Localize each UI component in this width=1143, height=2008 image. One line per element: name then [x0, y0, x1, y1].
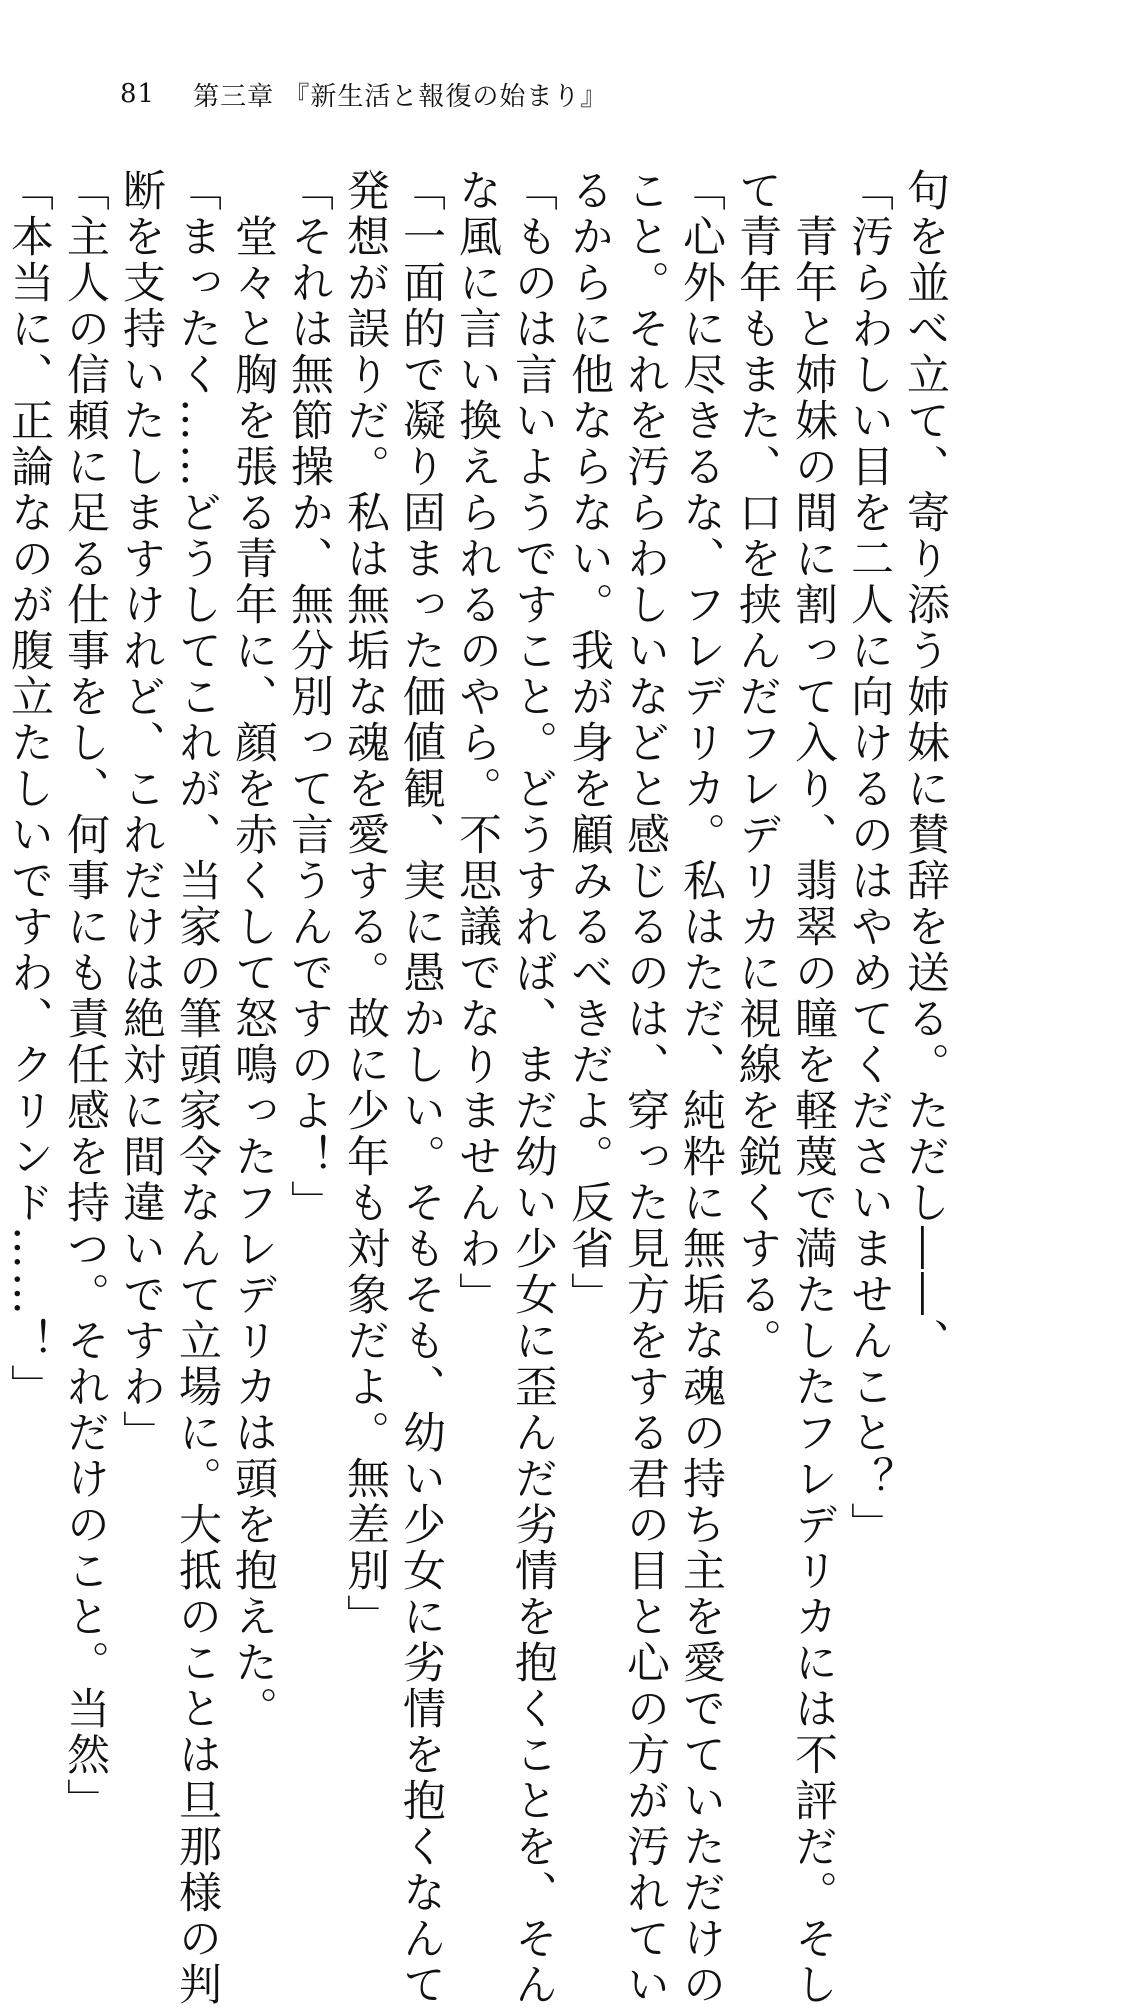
text-line: 「まったく……どうしてこれが、当家の筆頭家令なんて立場に。大抵のことは旦那様の判 — [172, 168, 222, 2008]
text-line: るからに他ならない。我が身を顧みるべきだよ。反省」 — [564, 168, 614, 1318]
text-line: 青年と姉妹の間に割って入り、翡翠の瞳を軽蔑で満たしたフレデリカには不評だ。そし — [788, 168, 838, 2008]
chapter-title: 第三章 『新生活と報復の始まり』 — [193, 81, 608, 112]
text-line: 堂々と胸を張る青年に、顔を赤くして怒鳴ったフレデリカは頭を抱えた。 — [228, 168, 278, 1732]
text-line: こと。それを汚らわしいなどと感じるのは、穿った見方をする君の目と心の方が汚れてい — [620, 168, 670, 2008]
text-line: 句を並べ立て、寄り添う姉妹に賛辞を送る。ただし――、 — [900, 168, 950, 1364]
text-line: な風に言い換えられるのやら。不思議でなりませんわ」 — [452, 168, 502, 1318]
text-line: て青年もまた、口を挟んだフレデリカに視線を鋭くする。 — [732, 168, 782, 1364]
text-line: 「心外に尽きるな、フレデリカ。私はただ、純粋に無垢な魂の持ち主を愛でていただけの — [676, 168, 726, 2008]
text-line — [0, 168, 1, 1658]
text-line: 「ものは言いようですこと。どうすれば、まだ幼い少女に歪んだ劣情を抱くことを、そん — [508, 168, 558, 2008]
text-line: 「一面的で凝り固まった価値観、実に愚かしい。そもそも、幼い少女に劣情を抱くなんて — [396, 168, 446, 2008]
page-header — [120, 74, 607, 114]
text-line: 「主人の信頼に足る仕事をし、何事にも責任感を持つ。それだけのこと。当然」 — [60, 168, 110, 1824]
text-line: 「それは無節操か、無分別って言うんですのよ！」 — [284, 168, 334, 1226]
text-line: 「本当に、正論なのが腹立たしいですわ、クリンド……！」 — [4, 168, 54, 1410]
body-text — [0, 168, 953, 2008]
text-line: 断を支持いたしますけれど、これだけは絶対に間違いですわ」 — [116, 168, 166, 1456]
page-number: 81 — [120, 79, 156, 109]
text-line: 「汚らわしい目を二人に向けるのはやめてくださいませんこと？」 — [844, 168, 894, 1548]
text-line: 発想が誤りだ。私は無垢な魂を愛する。故に少年も対象だよ。無差別」 — [340, 168, 390, 1640]
